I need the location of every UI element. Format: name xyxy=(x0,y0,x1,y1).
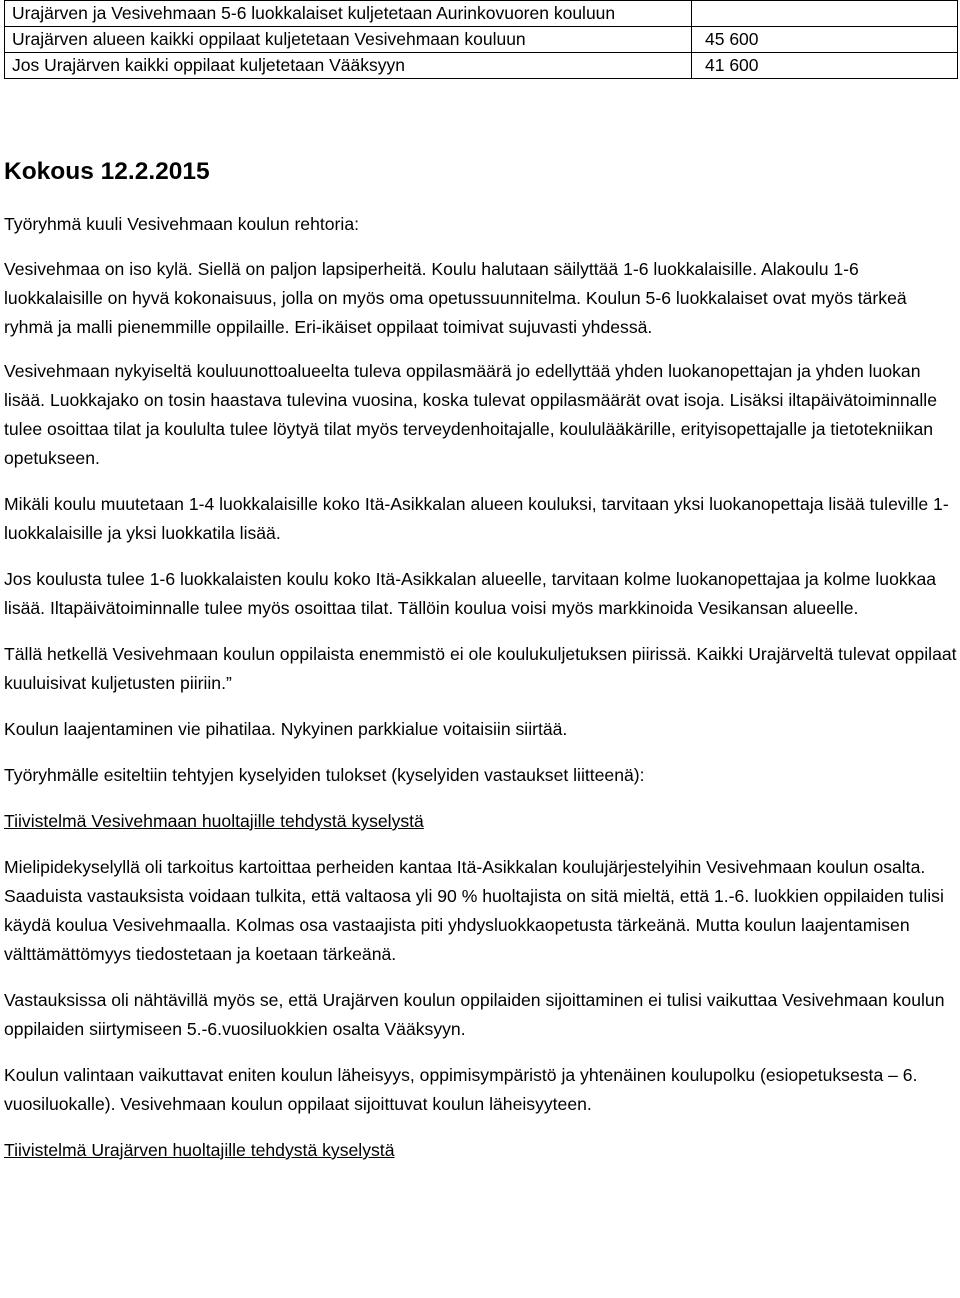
table-cell-label: Jos Urajärven kaikki oppilaat kuljetetaan Vääksyyn xyxy=(5,53,692,79)
paragraph: Mielipidekyselyllä oli tarkoitus kartoittaa perheiden kantaa Itä-Asikkalan koulujärjestelyihin Vesivehmaan koulun osalta. Saaduista vastauksista voidaan tulkita, että valtaosa yli 90 % huoltajista on sitä mieltä, että 1.-6. luokkien oppilaiden tulisi käydä koulua Vesivehmaalla. Kolmas osa vastaajista piti yhdysluokkaopetusta tärkeänä. Mutta koulun laajentamisen välttämättömyys tiedostetaan ja koetaan tärkeänä. xyxy=(4,857,944,964)
paragraph: Työryhmälle esiteltiin tehtyjen kyselyiden tulokset (kyselyiden vastaukset liitteenä): xyxy=(4,765,645,785)
table-cell-value: 45 600 xyxy=(692,27,958,53)
table-row xyxy=(5,27,958,53)
paragraph: Koulun valintaan vaikuttavat eniten koulun läheisyys, oppimisympäristö ja yhtenäinen koulupolku (esiopetuksesta – 6. vuosiluokalle). Vesivehmaan koulun oppilaat sijoittuvat koulun läheisyyteen. xyxy=(4,1065,918,1114)
section-heading: Tiivistelmä Urajärven huoltajille tehdystä kyselystä xyxy=(4,1140,395,1160)
table-cell-label: Urajärven ja Vesivehmaan 5-6 luokkalaiset kuljetetaan Aurinkovuoren kouluun xyxy=(5,1,692,27)
section-heading: Tiivistelmä Vesivehmaan huoltajille tehdystä kyselystä xyxy=(4,811,424,831)
paragraph: Jos koulusta tulee 1-6 luokkalaisten koulu koko Itä-Asikkalan alueelle, tarvitaan kolme luokanopettajaa ja kolme luokkaa lisää. Iltapäivätoiminnalle tulee myös osoittaa tilat. Tällöin koulua voisi myös markkinoida Vesikansan alueelle. xyxy=(4,569,937,618)
meeting-title: Kokous 12.2.2015 xyxy=(4,158,210,185)
table-cell-value: 41 600 xyxy=(692,53,958,79)
paragraph: Vesivehmaa on iso kylä. Siellä on paljon lapsiperheitä. Koulu halutaan säilyttää 1-6 luokkalaisille. Alakoulu 1-6 luokkalaisille on hyvä kokonaisuus, jolla on myös oma opetussuunnitelma. Koulun 5-6 luokkalaiset ovat myös tärkeä ryhmä ja malli pienemmille oppilaille. Eri-ikäiset oppilaat toimivat sujuvasti yhdessä. xyxy=(4,259,907,337)
table-cell-label: Urajärven alueen kaikki oppilaat kuljetetaan Vesivehmaan kouluun xyxy=(5,27,692,53)
paragraph: Koulun laajentaminen vie pihatilaa. Nykyinen parkkialue voitaisiin siirtää. xyxy=(4,719,568,739)
paragraph: Vastauksissa oli nähtävillä myös se, että Urajärven koulun oppilaiden sijoittaminen ei tulisi vaikuttaa Vesivehmaan koulun oppilaiden siirtymiseen 5.-6.vuosiluokkien osalta Vääksyyn. xyxy=(4,990,945,1039)
table-row xyxy=(5,53,958,79)
paragraph: Mikäli koulu muutetaan 1-4 luokkalaisille koko Itä-Asikkalan alueen kouluksi, tarvitaan yksi luokanopettaja lisää tuleville 1-luokkalaisille ja yksi luokkatila lisää. xyxy=(4,494,949,543)
paragraph: Vesivehmaan nykyiseltä kouluunottoalueelta tuleva oppilasmäärä jo edellyttää yhden luokanopettajan ja yhden luokan lisää. Luokkajako on tosin haastava tulevina vuosina, koska tulevat oppilasmäärät ovat isoja. Lisäksi iltapäivätoiminnalle tulee osoittaa tilat ja koululta tulee löytyä tilat myös terveydenhoitajalle, koululääkärille, erityisopettajalle ja tietotekniikan opetukseen. xyxy=(4,361,938,468)
intro-paragraph: Työryhmä kuuli Vesivehmaan koulun rehtoria: xyxy=(4,214,359,234)
paragraph: Tällä hetkellä Vesivehmaan koulun oppilaista enemmistö ei ole koulukuljetuksen piirissä. Kaikki Urajärveltä tulevat oppilaat kuuluisivat kuljetusten piiriin.” xyxy=(4,644,957,693)
table-row xyxy=(5,1,958,27)
document-body xyxy=(4,150,959,1165)
table-cell-value xyxy=(692,1,958,27)
cost-table xyxy=(4,0,958,79)
